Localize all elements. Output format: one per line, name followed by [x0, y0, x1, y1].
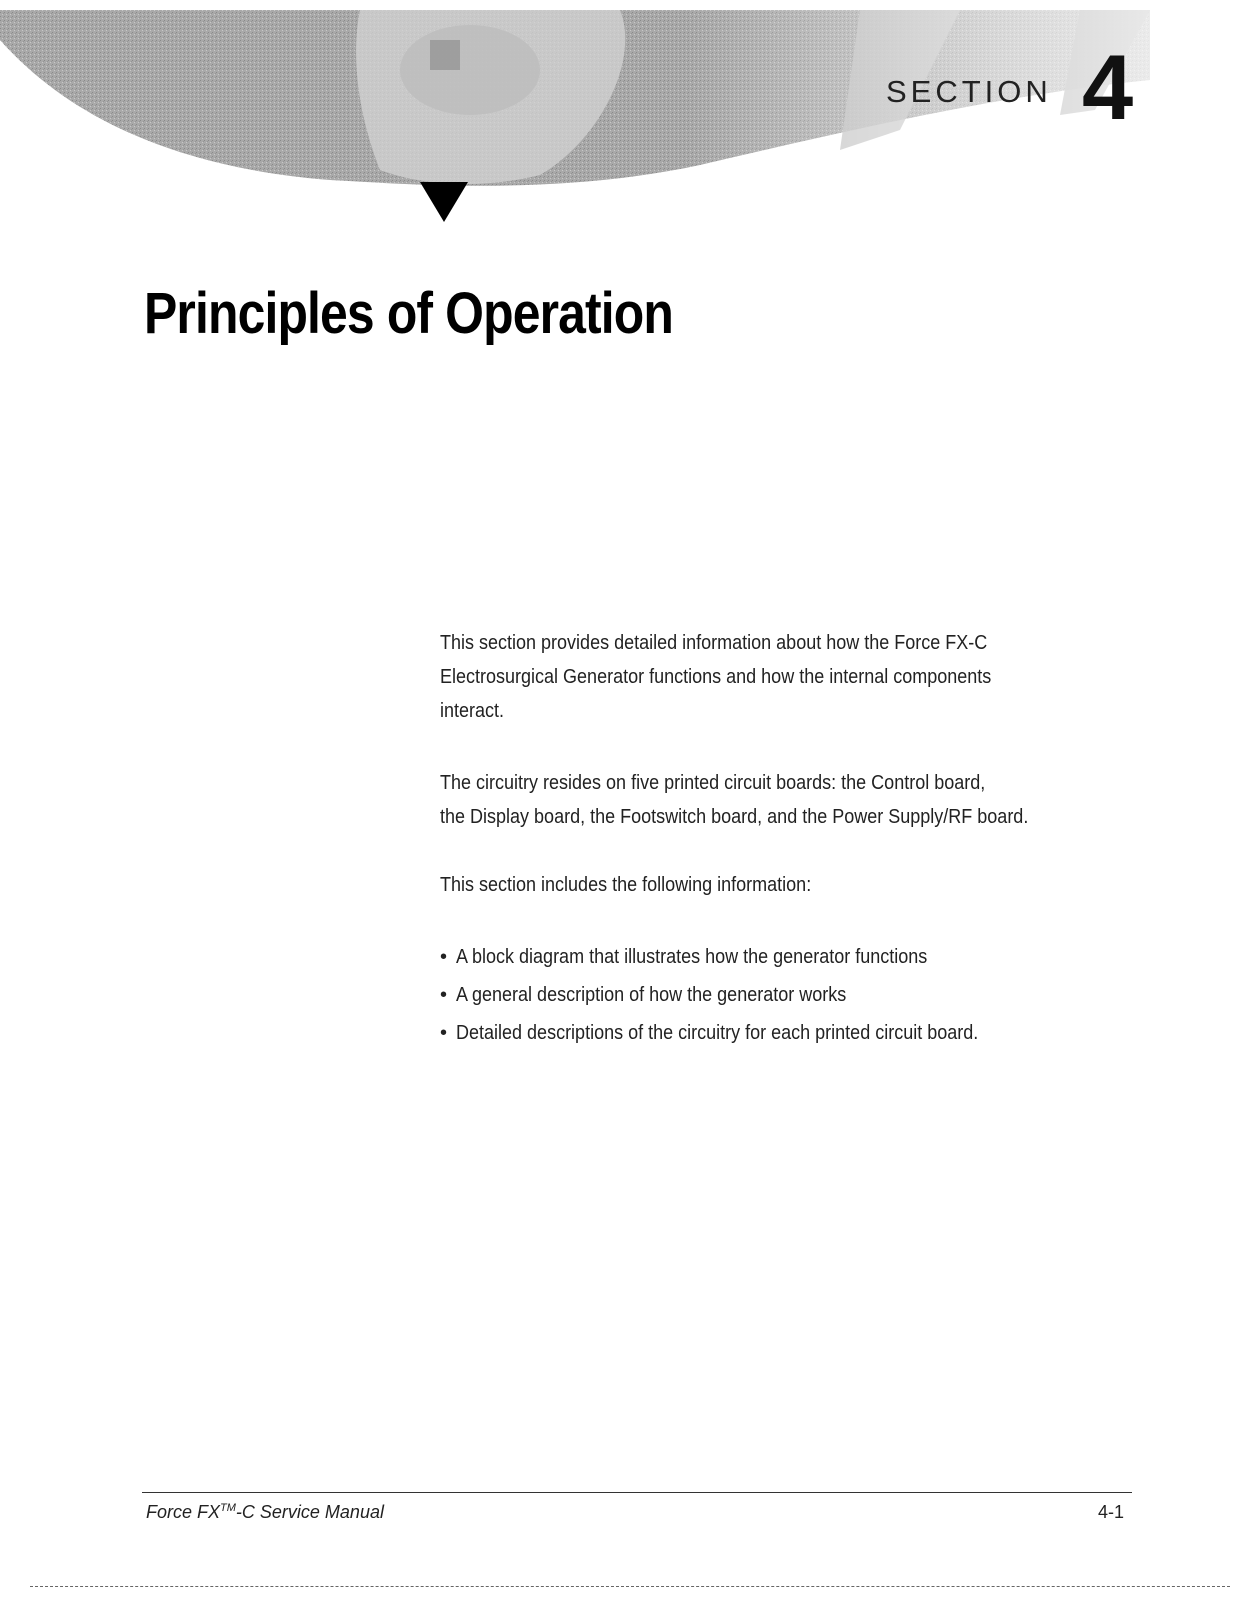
list-item [440, 938, 1120, 976]
circuitry-line: The circuitry resides on five printed circuit boards: the Control board, [440, 772, 986, 794]
includes-paragraph [440, 868, 1120, 902]
footer-divider [142, 1492, 1132, 1493]
manual-name-suffix: -C Service Manual [235, 1502, 384, 1522]
includes-line: This section includes the following information: [440, 874, 812, 896]
section-number: 4 [1082, 37, 1134, 139]
circuitry-line: the Display board, the Footswitch board, and the Power Supply/RF board. [440, 806, 1029, 828]
bullet-icon: • [440, 946, 448, 968]
page-number: 4-1 [1098, 1502, 1125, 1522]
info-bullet-list [440, 938, 1120, 1052]
intro-line: Electrosurgical Generator functions and how the internal components [440, 666, 992, 688]
footer-manual-title [146, 1502, 384, 1523]
list-item-text: Detailed descriptions of the circuitry for each printed circuit board. [456, 1022, 979, 1044]
trademark-mark: TM [220, 1502, 236, 1514]
manual-name-prefix: Force FX [146, 1502, 221, 1522]
intro-line: This section provides detailed information about how the Force FX-C [440, 632, 988, 654]
intro-line: interact. [440, 700, 505, 722]
page-title: Principles of Operation [144, 281, 674, 346]
list-item-text: A block diagram that illustrates how the generator functions [456, 946, 928, 968]
bullet-icon: • [440, 984, 448, 1006]
scan-edge-line [30, 1586, 1230, 1587]
list-item [440, 976, 1120, 1014]
section-label: SECTION [886, 74, 1052, 109]
list-item [440, 1014, 1120, 1052]
list-item-text: A general description of how the generator works [456, 984, 847, 1006]
circuitry-paragraph [440, 766, 1120, 834]
bullet-icon: • [440, 1022, 448, 1044]
header-banner-image [0, 0, 1244, 240]
intro-paragraph [440, 626, 1120, 728]
